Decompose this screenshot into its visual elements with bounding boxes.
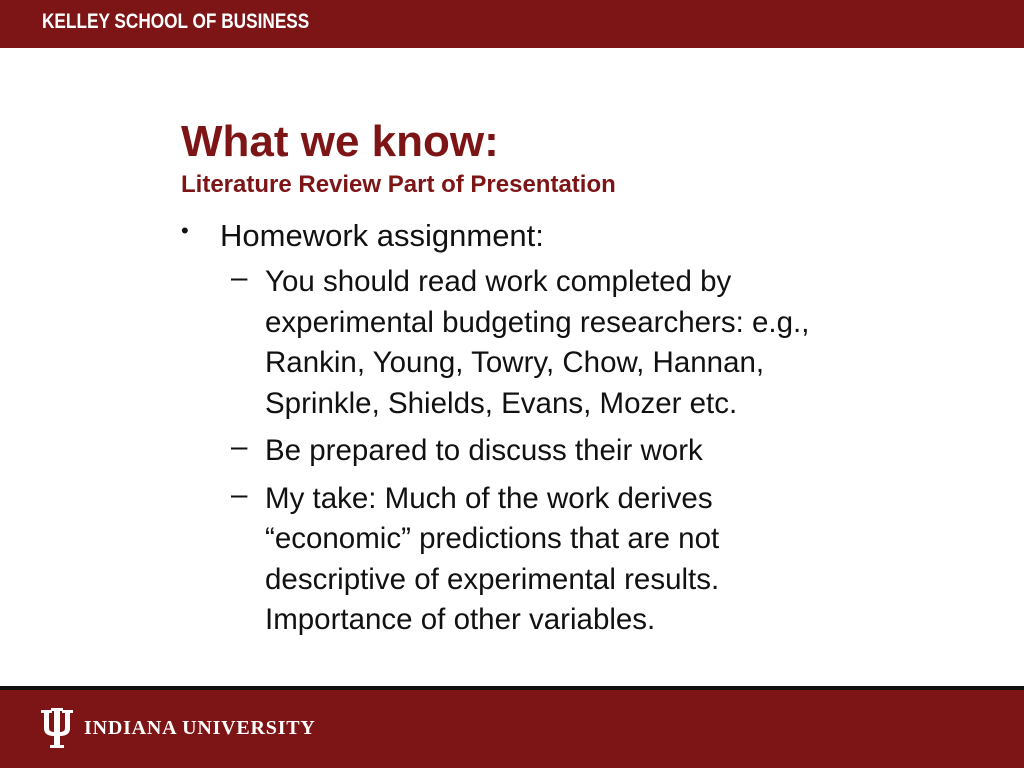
iu-trident-icon [40, 708, 74, 748]
sub-bullet-text: Be prepared to discuss their work [265, 434, 703, 467]
slide-title: What we know: [181, 117, 499, 166]
bullet-marker: • [181, 218, 189, 243]
sub-bullet-list [181, 262, 941, 641]
sub-bullet-text: You should read work completed by experimental budgeting researchers: e.g., Rankin, Young, Towry, Chow, Hannan, Sprinkle, Shields, Evans, Mozer etc. [265, 265, 810, 420]
sub-bullet-item [231, 262, 941, 424]
sub-bullet-item [231, 479, 941, 641]
university-name: INDIANA UNIVERSITY [84, 717, 316, 739]
slide-subtitle: Literature Review Part of Presentation [181, 171, 616, 198]
bullet-item [181, 216, 941, 256]
dash-marker: – [231, 477, 248, 511]
dash-marker: – [231, 261, 248, 294]
slide-body [181, 216, 941, 648]
top-banner [0, 0, 1024, 48]
school-name: KELLEY SCHOOL OF BUSINESS [42, 10, 310, 33]
bullet-text: Homework assignment: [220, 218, 544, 253]
dash-marker: – [231, 430, 248, 463]
sub-bullet-item [231, 431, 941, 472]
sub-bullet-text: My take: Much of the work derives “economic” predictions that are not descriptive of experimental results. Importance of other variables. [265, 481, 720, 636]
